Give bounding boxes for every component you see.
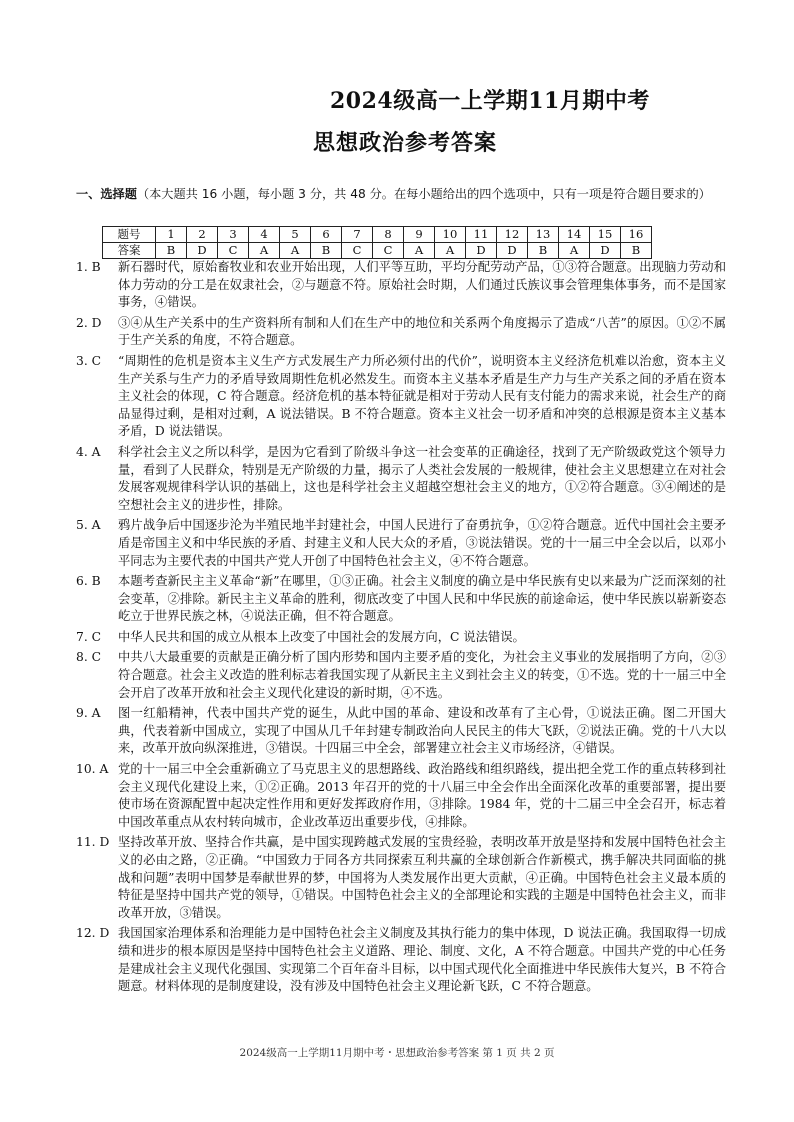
explanation-item [76, 925, 726, 995]
question-number: 16 [621, 227, 652, 243]
item-number: 10. A [76, 762, 109, 777]
answer-cell: C [218, 243, 249, 259]
row-label-number: 题号 [103, 227, 156, 243]
section-heading [76, 186, 736, 203]
answer-cell: D [187, 243, 218, 259]
item-number: 5. A [76, 518, 101, 533]
item-number: 7. C [76, 629, 102, 644]
answer-explanations [76, 259, 726, 999]
explanation-item [76, 259, 726, 312]
page-title: 2024级高一上学期11月期中考 [330, 88, 650, 114]
item-text: 科学社会主义之所以科学，是因为它看到了阶级斗争这一社会变革的正确途径，找到了无产阶级政党这个领导力量，看到了人民群众，特别是无产阶级的力量，揭示了人类社会发展的一般规律，使社会主义思想建立在对社会发展客观规律科学认识的基础上，这也是科学社会主义超越空想社会主义的地方，①②符合题意。③④阐述的是空想社会主义的进步性，排除。 [118, 444, 726, 512]
item-number: 9. A [76, 706, 101, 721]
answer-cell: B [311, 243, 342, 259]
explanation-item [76, 761, 726, 831]
answer-cell: C [373, 243, 404, 259]
explanation-item [76, 444, 726, 514]
question-number: 15 [590, 227, 621, 243]
explanation-item [76, 573, 726, 626]
page-footer: 2024级高一上学期11月期中考・思想政治参考答案 第 1 页 共 2 页 [239, 1047, 555, 1059]
section-note: （本大题共 16 小题，每小题 3 分，共 48 分。在每小题给出的四个选项中，只有一项是符合题目要求的） [136, 187, 711, 201]
answer-cell: A [249, 243, 280, 259]
item-number: 2. D [76, 315, 102, 330]
question-number: 10 [435, 227, 466, 243]
explanation-item [76, 834, 726, 922]
item-number: 4. A [76, 444, 101, 459]
question-number: 8 [373, 227, 404, 243]
explanation-item [76, 353, 726, 441]
row-label-answer: 答案 [103, 243, 156, 259]
explanation-item [76, 315, 726, 350]
answer-cell: B [528, 243, 559, 259]
item-number: 12. D [76, 926, 110, 941]
explanation-item [76, 517, 726, 570]
answer-cell: C [342, 243, 373, 259]
question-number: 13 [528, 227, 559, 243]
answer-cell: A [404, 243, 435, 259]
item-number: 6. B [76, 574, 101, 589]
question-number: 4 [249, 227, 280, 243]
item-text: ③④从生产关系中的生产资料所有制和人们在生产中的地位和关系两个角度揭示了造成“八苦”的原因。①②不属于生产关系的角度，不符合题意。 [118, 315, 726, 348]
item-text: 中华人民共和国的成立从根本上改变了中国社会的发展方向，C 说法错误。 [118, 629, 525, 644]
answer-cell: D [590, 243, 621, 259]
item-text: 党的十一届三中全会重新确立了马克思主义的思想路线、政治路线和组织路线，提出把全党工作的重点转移到社会主义现代化建设上来，①②正确。2013 年召开的党的十八届三中全会作出全面深化改革的重要部署，提出要使市场在资源配置中起决定性作用和更好发挥政府作用，③排除。1984 年，党的十二届三中全会召开，标志着中国改革重点从农村转向城市，企业改革迈出重要步伐，④排除。 [118, 762, 726, 829]
item-number: 11. D [76, 835, 110, 850]
explanation-item [76, 629, 726, 647]
question-number: 3 [218, 227, 249, 243]
question-number: 5 [280, 227, 311, 243]
answer-cell: A [435, 243, 466, 259]
answer-cell: B [156, 243, 187, 259]
item-text: 鸦片战争后中国逐步沦为半殖民地半封建社会，中国人民进行了奋勇抗争，①②符合题意。近代中国社会主要矛盾是帝国主义和中华民族的矛盾、封建主义和人民大众的矛盾，③说法错误。党的十一届三中全会以后，以邓小平同志为主要代表的中国共产党人开创了中国特色社会主义，④不符合题意。 [118, 518, 726, 568]
question-number: 12 [497, 227, 528, 243]
section-prefix: 一、选择题 [76, 187, 137, 201]
question-number: 14 [559, 227, 590, 243]
answer-cell: D [497, 243, 528, 259]
question-number: 6 [311, 227, 342, 243]
answer-table [102, 226, 652, 259]
answer-cell: D [466, 243, 497, 259]
question-number: 2 [187, 227, 218, 243]
item-text: 新石器时代，原始畜牧业和农业开始出现，人们平等互助，平均分配劳动产品，①③符合题意。出现脑力劳动和体力劳动的分工是在奴隶社会，②与题意不符。原始社会时期，人们通过氏族议事会管理集体事务，而不是国家事务，④错误。 [118, 260, 726, 310]
question-number: 11 [466, 227, 497, 243]
page-subtitle: 思想政治参考答案 [313, 130, 498, 156]
answer-table-answer-row [103, 243, 652, 259]
question-number: 9 [404, 227, 435, 243]
answer-cell: A [559, 243, 590, 259]
answer-table-number-row [103, 227, 652, 243]
item-number: 8. C [76, 650, 102, 665]
explanation-item [76, 649, 726, 702]
item-text: 本题考查新民主主义革命“新”在哪里，①③正确。社会主义制度的确立是中华民族有史以来最为广泛而深刻的社会变革，②排除。新民主主义革命的胜利，彻底改变了中国人民和中华民族的前途命运，使中华民族以崭新姿态屹立于世界民族之林，④说法正确，但不符合题意。 [118, 574, 726, 624]
item-text: 我国国家治理体系和治理能力是中国特色社会主义制度及其执行能力的集中体现，D 说法正确。我国取得一切成绩和进步的根本原因是坚持中国特色社会主义道路、理论、制度、文化，A 不符合题意。中国共产党的中心任务是建成社会主义现代化强国、实现第二个百年奋斗目标，以中国式现代化全面推进中华民族伟大复兴，B 不符合题意。材料体现的是制度建设，没有涉及中国特色社会主义理论新飞跃，C 不符合题意。 [118, 926, 726, 994]
question-number: 1 [156, 227, 187, 243]
item-number: 3. C [76, 353, 102, 368]
explanation-item [76, 705, 726, 758]
item-number: 1. B [76, 260, 101, 274]
item-text: 中共八大最重要的贡献是正确分析了国内形势和国内主要矛盾的变化，为社会主义事业的发展指明了方向，②③符合题意。社会主义改造的胜利标志着我国实现了从新民主主义到社会主义的转变，①不选。党的十一届三中全会开启了改革开放和社会主义现代化建设的新时期，④不选。 [118, 650, 726, 700]
answer-cell: B [621, 243, 652, 259]
item-text: 图一红船精神，代表中国共产党的诞生，从此中国的革命、建设和改革有了主心骨，①说法正确。图二开国大典，代表着新中国成立，实现了中国从几千年封建专制政治向人民民主的伟大飞跃，②说法正确。党的十八大以来，改革开放向纵深推进，③错误。十四届三中全会，部署建立社会主义市场经济，④错误。 [118, 706, 726, 756]
question-number: 7 [342, 227, 373, 243]
answer-cell: A [280, 243, 311, 259]
item-text: 坚持改革开放、坚持合作共赢，是中国实现跨越式发展的宝贵经验，表明改革开放是坚持和发展中国特色社会主义的必由之路，②正确。“中国致力于同各方共同探索互利共赢的全球创新合作新模式，携手解决共同面临的挑战和问题”表明中国梦是奉献世界的梦，中国将为人类发展作出更大贡献，④正确。中国特色社会主义最本质的特征是坚持中国共产党的领导，①错误。中国特色社会主义的全部理论和实践的主题是中国特色社会主义，而非改革开放，③错误。 [118, 835, 726, 920]
item-text: “周期性的危机是资本主义生产方式发展生产力所必须付出的代价”，说明资本主义经济危机难以治愈，资本主义生产关系与生产力的矛盾导致周期性危机必然发生。而资本主义基本矛盾是生产力与生产关系之间的矛盾在资本主义社会的体现，C 符合题意。经济危机的基本特征就是相对于劳动人民有支付能力的需求来说，社会生产的商品显得过剩，是相对过剩，A 说法错误。B 不符合题意。资本主义社会一切矛盾和冲突的总根源是资本主义基本矛盾，D 说法错误。 [118, 353, 726, 439]
